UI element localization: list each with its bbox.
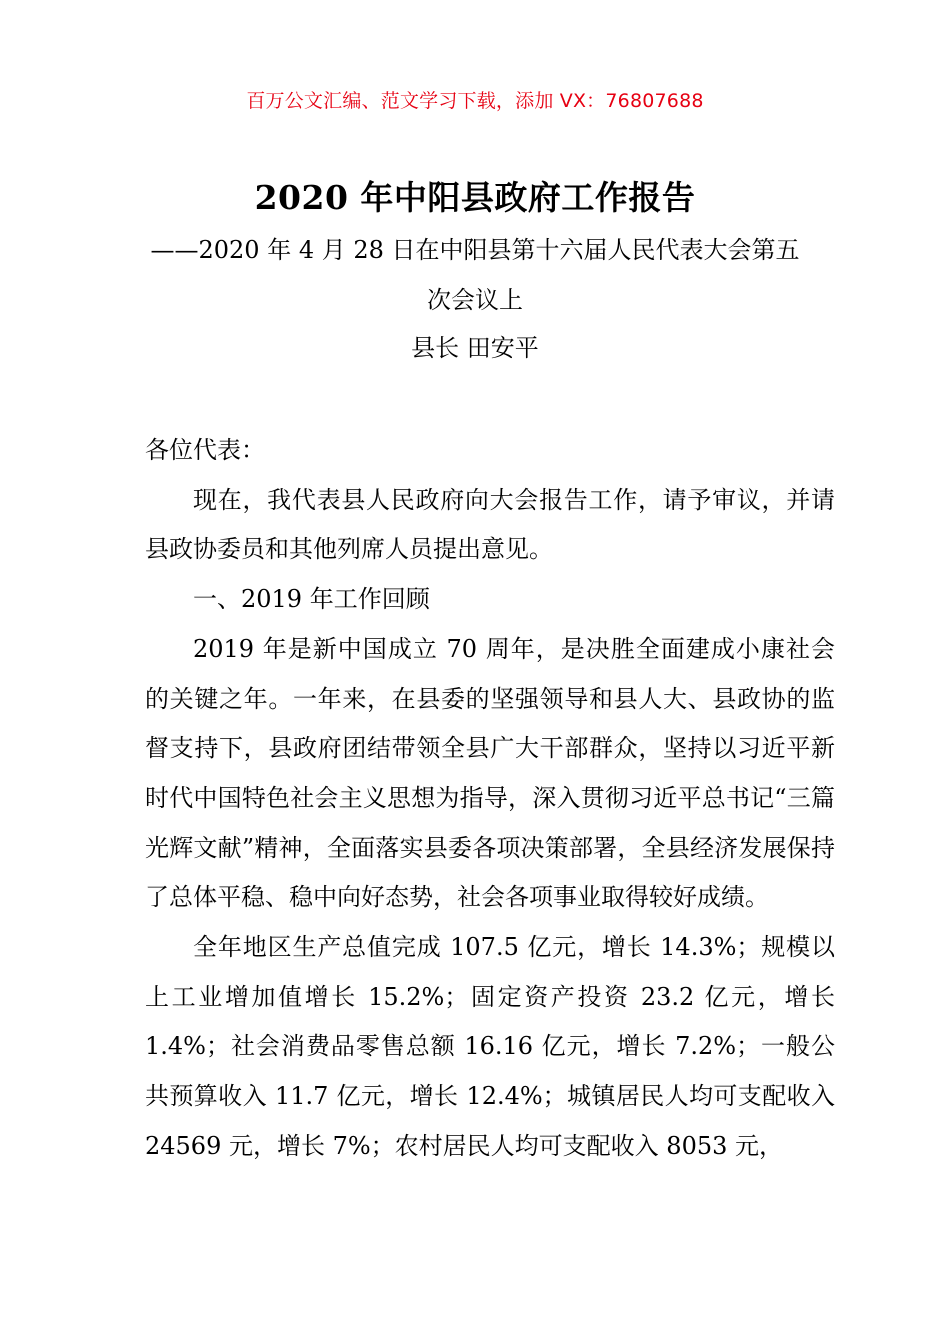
document-body (145, 426, 835, 1172)
subtitle-line-1: ——2020 年 4 月 28 日在中阳县第十六届人民代表大会第五 (150, 236, 800, 264)
paragraph-statistics: 全年地区生产总值完成 107.5 亿元，增长 14.3%；规模以上工业增加值增长 15.2%；固定资产投资 23.2 亿元，增长 1.4%；社会消费品零售总额 16.16 亿元，增长 7.2%；一般公共预算收入 11.7 亿元，增长 12.4%；城镇居民人均可支配收入 24569 元，增长 7%；农村居民人均可支配收入 8053 元， (145, 933, 835, 1160)
speaker-line: 县长 田安平 (411, 334, 539, 362)
header-note: 百万公文汇编、范文学习下载，添加 VX：76807688 (246, 90, 704, 112)
paragraph-review: 2019 年是新中国成立 70 周年，是决胜全面建成小康社会的关键之年。一年来，在县委的坚强领导和县人大、县政协的监督支持下，县政府团结带领全县广大干部群众，坚持以习近平新时代中国特色社会主义思想为指导，深入贯彻习近平总书记“三篇光辉文献”精神，全面落实县委各项决策部署，全县经济发展保持了总体平稳、稳中向好态势，社会各项事业取得较好成绩。 (145, 634, 835, 912)
section-heading: 一、2019 年工作回顾 (193, 585, 430, 614)
paragraph-intro: 现在，我代表县人民政府向大会报告工作，请予审议，并请县政协委员和其他列席人员提出意见。 (145, 485, 835, 564)
document-title: 2020 年中阳县政府工作报告 (254, 178, 696, 217)
salutation: 各位代表： (145, 436, 265, 464)
subtitle-line-2: 次会议上 (427, 286, 523, 314)
